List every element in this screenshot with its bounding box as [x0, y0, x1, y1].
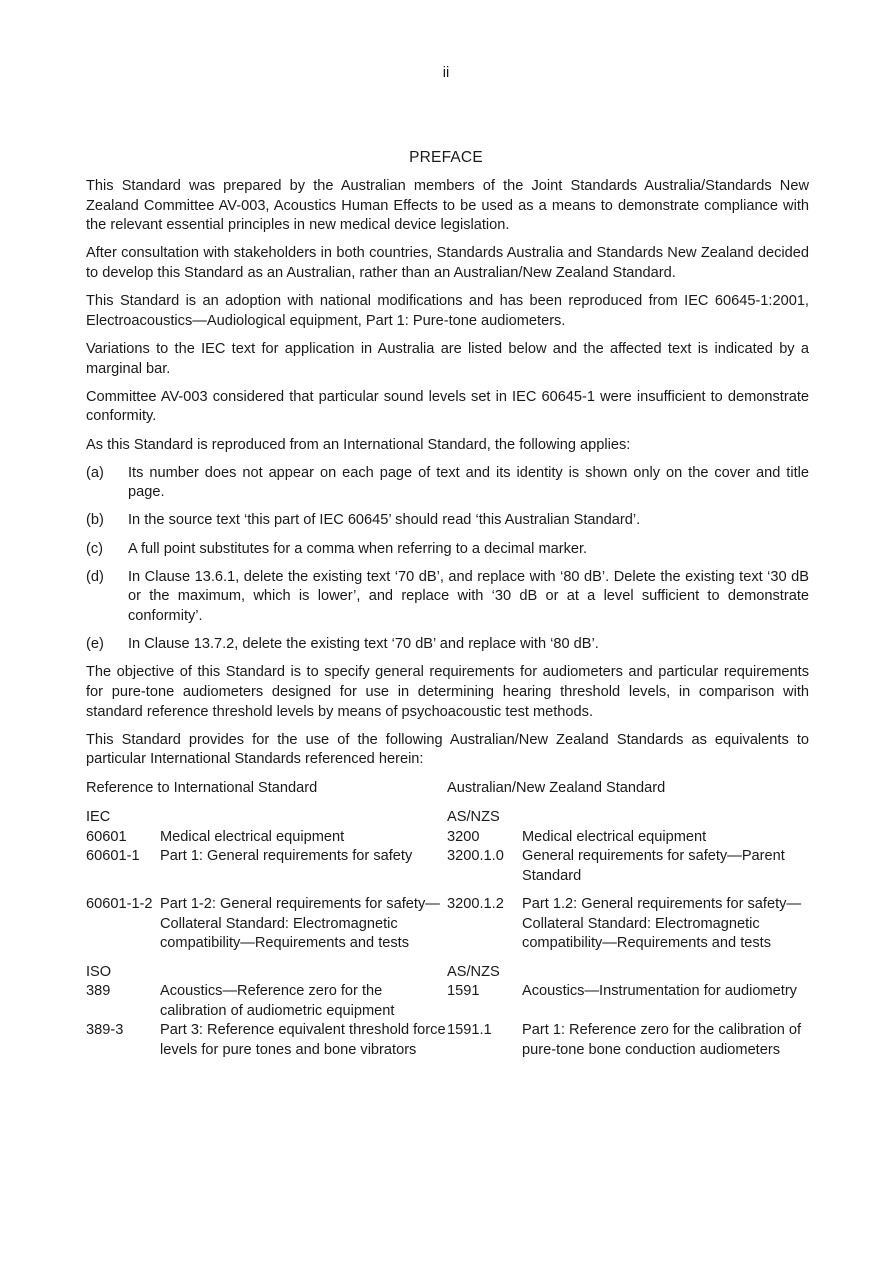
list-item-text: In Clause 13.6.1, delete the existing text ‘70 dB’, and replace with ‘80 dB’. Delete the existing text ‘30 dB or the maximum, which is lower’, and replace with ‘30 dB or at a level sufficient to demonstrate conformity’.	[128, 568, 809, 625]
standard-number: 3200	[447, 828, 480, 845]
standard-number: 60601-1-2	[86, 896, 153, 913]
table-row	[86, 828, 809, 848]
list-item	[86, 568, 809, 627]
list-item-text: A full point substitutes for a comma when referring to a decimal marker.	[128, 540, 588, 557]
header-australian: Australian/New Zealand Standard	[447, 779, 666, 796]
table-group-header	[86, 963, 809, 983]
standard-title: Medical electrical equipment	[160, 828, 345, 845]
standard-title: General requirements for safety—Parent Standard	[522, 848, 785, 884]
standard-number: 3200.1.0	[447, 848, 504, 865]
standard-number: 60601-1	[86, 848, 140, 865]
standard-title: Part 1-2: General requirements for safety—Collateral Standard: Electromagnetic compatibility—Requirements and tests	[160, 896, 440, 952]
table-row	[86, 847, 809, 895]
table-group-header	[86, 808, 809, 828]
standard-title: Part 1: General requirements for safety	[160, 848, 413, 865]
standard-number: 389	[86, 983, 111, 1000]
list-item	[86, 464, 809, 503]
list-item-label: (d)	[86, 568, 104, 585]
document-body	[86, 177, 809, 1060]
standard-title: Acoustics—Reference zero for the calibration of audiometric equipment	[160, 983, 395, 1019]
table-row	[86, 895, 809, 962]
table-row	[86, 1021, 809, 1060]
standard-title: Medical electrical equipment	[522, 828, 707, 845]
page-title: PREFACE	[409, 149, 483, 166]
list-item-label: (b)	[86, 512, 104, 529]
standard-title: Part 3: Reference equivalent threshold force levels for pure tones and bone vibrators	[160, 1022, 446, 1058]
page-number: ii	[442, 65, 450, 81]
paragraph: As this Standard is reproduced from an International Standard, the following applies:	[86, 436, 631, 453]
standard-title: Part 1: Reference zero for the calibration of pure-tone bone conduction audiometers	[522, 1022, 802, 1058]
list-item	[86, 635, 809, 655]
org-label: AS/NZS	[447, 809, 500, 826]
standard-number: 3200.1.2	[447, 896, 504, 913]
org-label: ISO	[86, 963, 112, 980]
paragraph: This Standard was prepared by the Australian members of the Joint Standards Australia/Standards New Zealand Committee AV-003, Acoustics Human Effects to be used as a means to demonstrate compliance with the relevant essential principles in new medical device legislation.	[86, 178, 809, 234]
standard-title: Part 1.2: General requirements for safety—Collateral Standard: Electromagnetic compatibility—Requirements and tests	[522, 896, 802, 952]
table-row	[86, 982, 809, 1021]
list-item	[86, 540, 809, 560]
list-item-label: (a)	[86, 464, 104, 481]
paragraph: This Standard provides for the use of the following Australian/New Zealand Standards as equivalents to particular International Standards referenced herein:	[86, 731, 809, 768]
paragraph: Variations to the IEC text for application in Australia are listed below and the affected text is indicated by a marginal bar.	[86, 340, 809, 377]
org-label: AS/NZS	[447, 963, 500, 980]
paragraph: After consultation with stakeholders in both countries, Standards Australia and Standards New Zealand decided to develop this Standard as an Australian, rather than an Australian/New Zealand Standard.	[86, 245, 809, 281]
standard-number: 1591	[447, 983, 480, 1000]
list-item-label: (c)	[86, 540, 104, 557]
standard-title: Acoustics—Instrumentation for audiometry	[522, 983, 797, 1000]
standard-number: 1591.1	[447, 1022, 492, 1039]
paragraph: This Standard is an adoption with national modifications and has been reproduced from IEC 60645-1:2001, Electroacoustics—Audiological equipment, Part 1: Pure-tone audiometers.	[86, 293, 809, 329]
list-item-text: Its number does not appear on each page of text and its identity is shown only on the cover and title page.	[128, 464, 809, 501]
table-header-row	[86, 779, 809, 809]
list-item-label: (e)	[86, 636, 104, 653]
standard-number: 60601	[86, 828, 127, 845]
paragraph: The objective of this Standard is to specify general requirements for audiometers and particular requirements for pure-tone audiometers designed for use in determining hearing threshold levels, in comparison with standard reference threshold levels by means of psychoacoustic test methods.	[86, 664, 809, 720]
list-item	[86, 511, 809, 531]
equivalents-table	[86, 779, 809, 1061]
standard-number: 389-3	[86, 1022, 124, 1039]
list-item-text: In the source text ‘this part of IEC 60645’ should read ‘this Australian Standard’.	[128, 512, 641, 529]
header-international: Reference to International Standard	[86, 779, 318, 796]
paragraph: Committee AV-003 considered that particular sound levels set in IEC 60645-1 were insufficient to demonstrate conformity.	[86, 388, 809, 425]
list-item-text: In Clause 13.7.2, delete the existing text ‘70 dB’ and replace with ‘80 dB’.	[128, 636, 599, 653]
org-label: IEC	[86, 809, 111, 826]
